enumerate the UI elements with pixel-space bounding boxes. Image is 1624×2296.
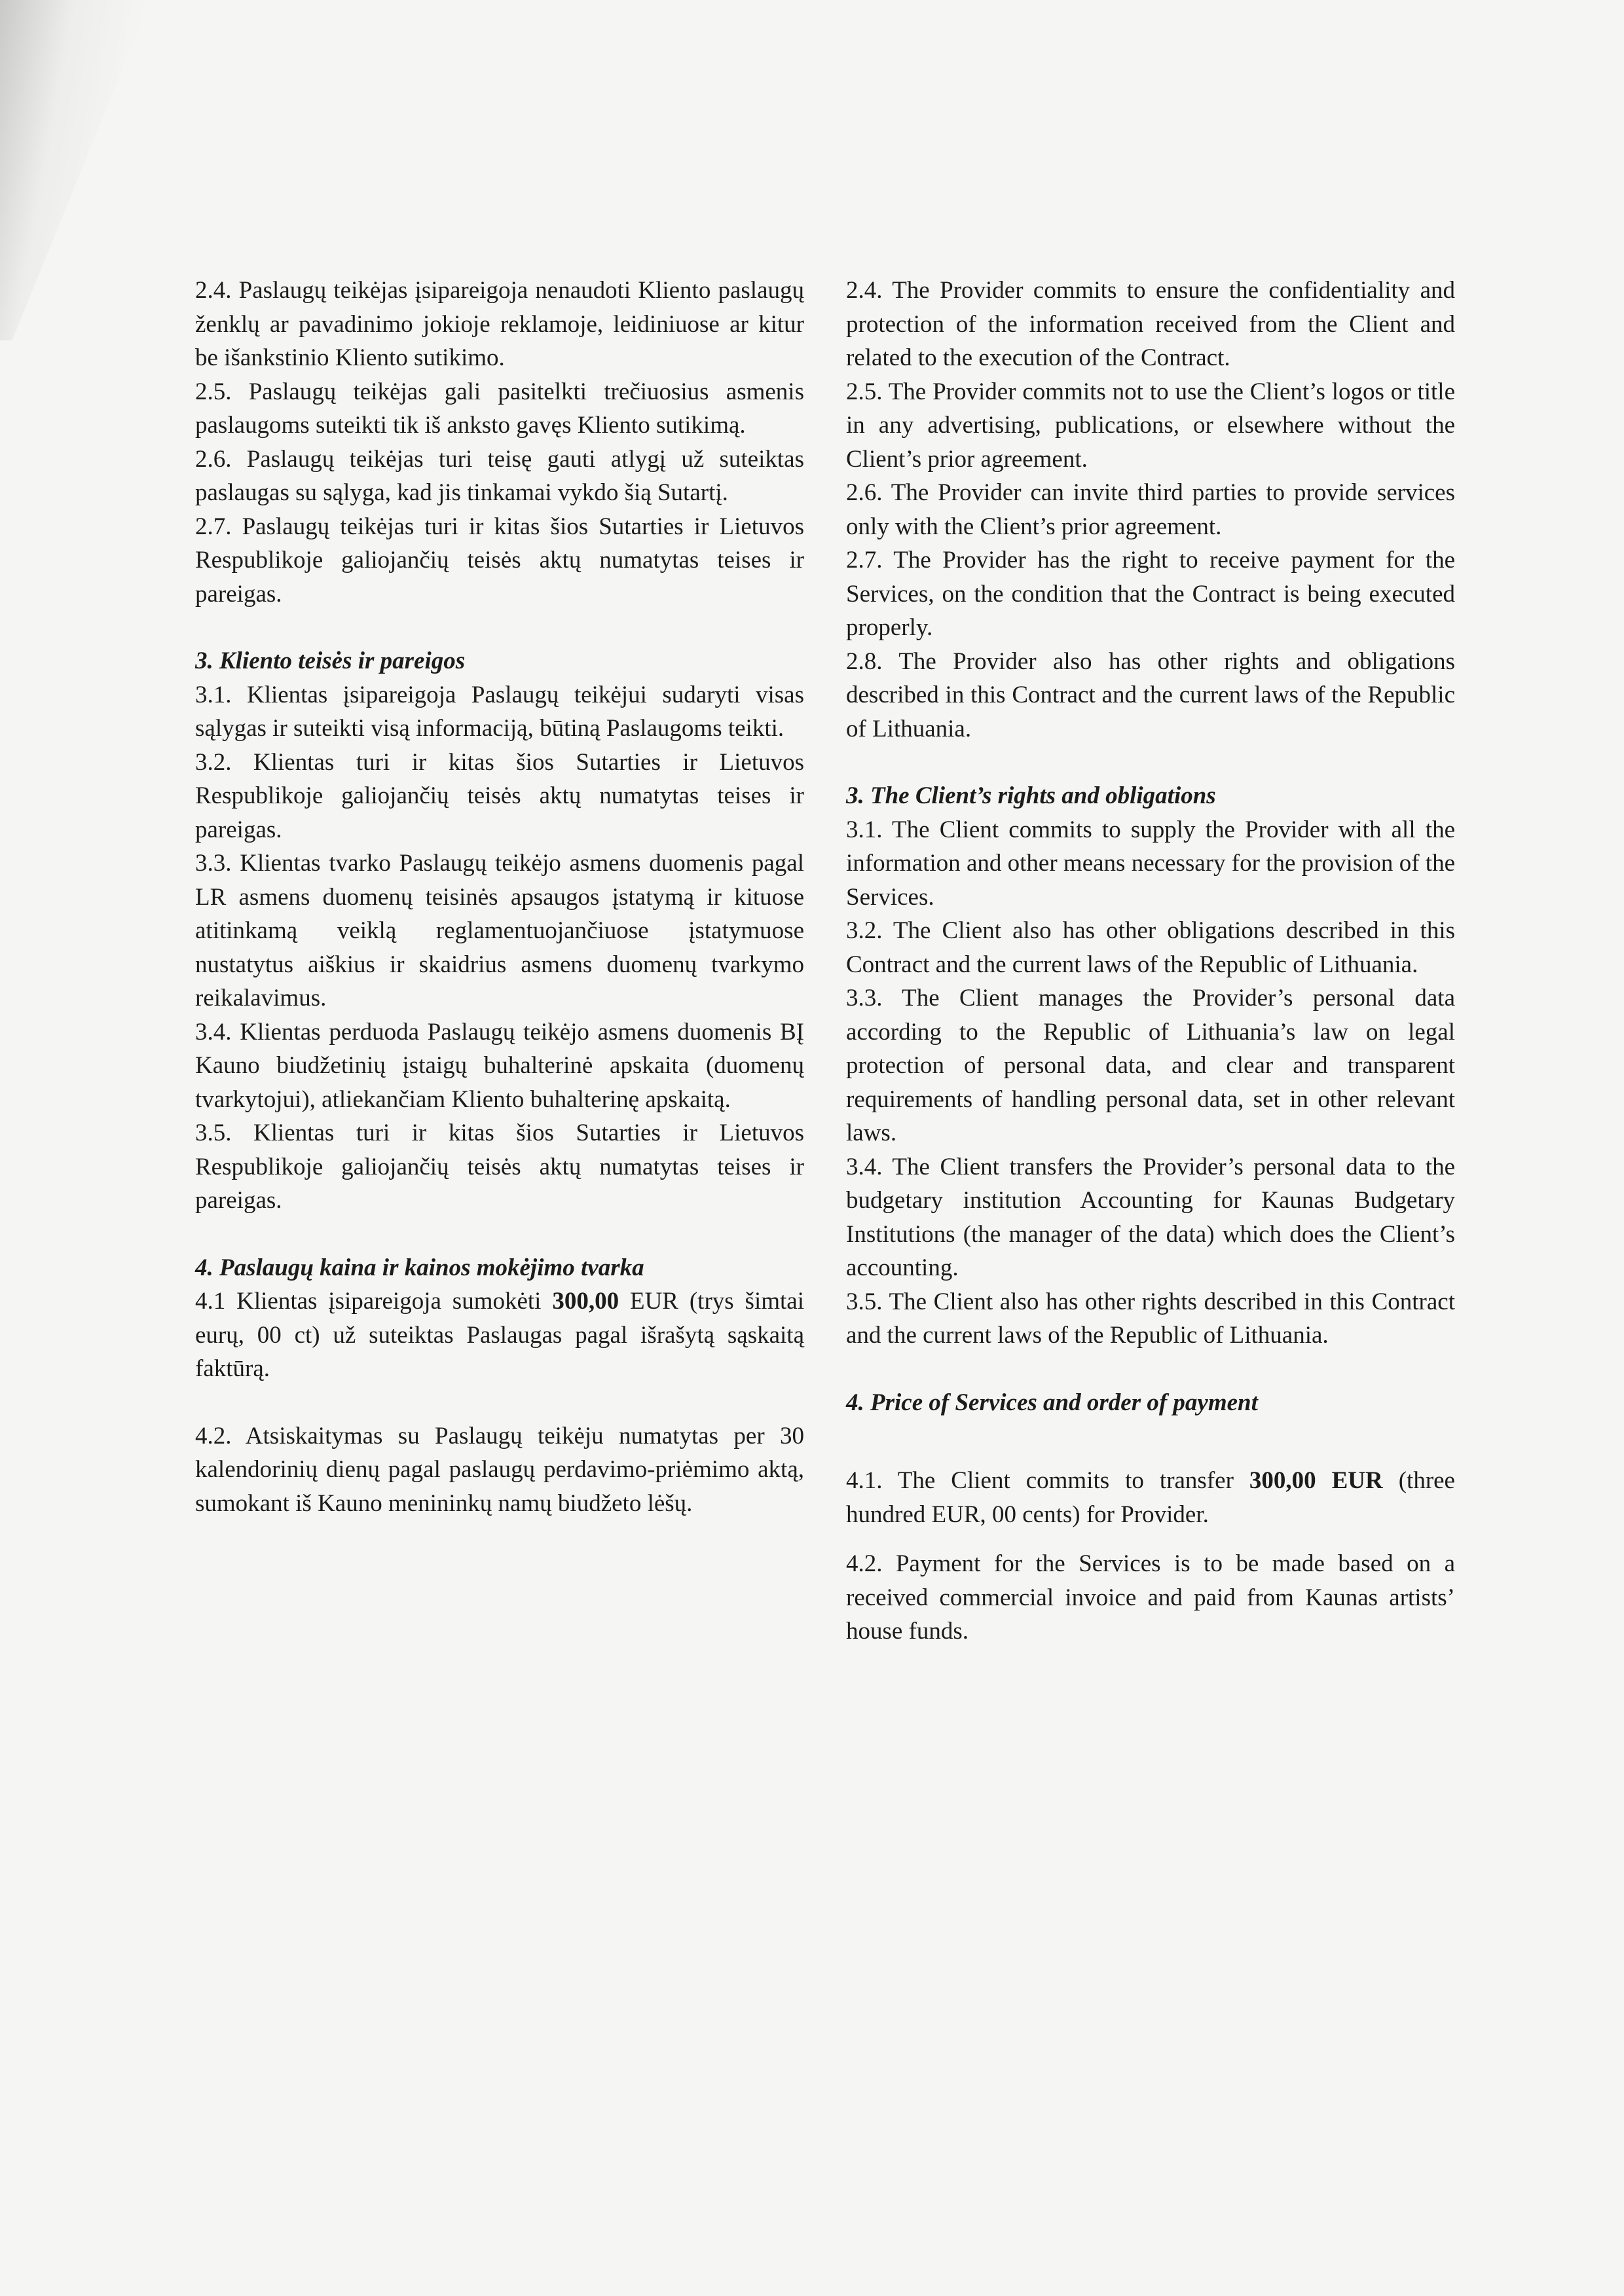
- clause-4-1-en: 4.1. The Client commits to transfer 300,00 EUR (three hundred EUR, 00 cents) for Provider.: [846, 1467, 1455, 1528]
- clause-3-2-lt: 3.2. Klientas turi ir kitas šios Sutarties ir Lietuvos Respublikoje galiojančių teisės aktų numatytas teises ir pareigas.: [195, 748, 804, 843]
- clause-2-4-en: 2.4. The Provider commits to ensure the confidentiality and protection of the information received from the Client and related to the execution of the Contract.: [846, 277, 1455, 371]
- section-4-heading-en: 4. Price of Services and order of payment: [846, 1389, 1258, 1416]
- amount-lt: 300,00: [552, 1288, 619, 1315]
- section-3-heading-lt: 3. Kliento teisės ir pareigos: [195, 647, 466, 674]
- section-4-heading-lt: 4. Paslaugų kaina ir kainos mokėjimo tvarka: [195, 1254, 644, 1281]
- clause-2-8-en: 2.8. The Provider also has other rights and obligations described in this Contract and the current laws of the Republic of Lithuania.: [846, 647, 1455, 742]
- clause-3-4-lt: 3.4. Klientas perduoda Paslaugų teikėjo asmens duomenis BĮ Kauno biudžetinių įstaigų buhalterinė apskaita (duomenų tvarkytojui), atliekančiam Kliento buhalterinę apskaitą.: [195, 1018, 804, 1113]
- clause-3-5-en: 3.5. The Client also has other rights described in this Contract and the current laws of the Republic of Lithuania.: [846, 1288, 1455, 1349]
- clause-4-2-en: 4.2. Payment for the Services is to be made based on a received commercial invoice and paid from Kaunas artists’ house funds.: [846, 1550, 1455, 1645]
- clause-3-1-lt: 3.1. Klientas įsipareigoja Paslaugų teikėjui sudaryti visas sąlygas ir suteikti visą informaciją, būtiną Paslaugoms teikti.: [195, 681, 804, 742]
- section-3-heading-en: 3. The Client’s rights and obligations: [846, 782, 1216, 809]
- clause-2-6-lt: 2.6. Paslaugų teikėjas turi teisę gauti atlygį už suteiktas paslaugas su sąlyga, kad jis tinkamai vykdo šią Sutartį.: [195, 445, 804, 506]
- clause-4-1-lt: 4.1 Klientas įsipareigoja sumokėti 300,00 EUR (trys šimtai eurų, 00 ct) už suteiktas Paslaugas pagal išrašytą sąskaitą faktūrą.: [195, 1288, 804, 1382]
- english-column: [846, 274, 1455, 1649]
- clause-3-4-en: 3.4. The Client transfers the Provider’s personal data to the budgetary institution Accounting for Kaunas Budgetary Institutions (the manager of the data) which does the Client’s accounting.: [846, 1153, 1455, 1281]
- clause-4-2-lt: 4.2. Atsiskaitymas su Paslaugų teikėju numatytas per 30 kalendorinių dienų pagal paslaugų perdavimo-priėmimo aktą, sumokant iš Kauno menininkų namų biudžeto lėšų.: [195, 1422, 804, 1517]
- clause-3-3-en: 3.3. The Client manages the Provider’s personal data according to the Republic of Lithuania’s law on legal protection of personal data, and clear and transparent requirements of handling personal data, set in other relevant laws.: [846, 985, 1455, 1146]
- clause-2-4-lt: 2.4. Paslaugų teikėjas įsipareigoja nenaudoti Kliento paslaugų ženklų ar pavadinimo jokioje reklamoje, leidiniuose ar kitur be išankstinio Kliento sutikimo.: [195, 277, 804, 371]
- clause-3-1-en: 3.1. The Client commits to supply the Provider with all the information and other means necessary for the provision of the Services.: [846, 816, 1455, 911]
- clause-2-5-lt: 2.5. Paslaugų teikėjas gali pasitelkti trečiuosius asmenis paslaugoms suteikti tik iš anksto gavęs Kliento sutikimą.: [195, 378, 804, 439]
- page-edge-shadow: [0, 0, 151, 340]
- clause-3-3-lt: 3.3. Klientas tvarko Paslaugų teikėjo asmens duomenis pagal LR asmens duomenų teisinės apsaugos įstatymą ir kituose atitinkamą veiklą reglamentuojančiuose įstatymuose nustatytus aiškius ir skaidrius asmens duomenų tvarkymo reikalavimus.: [195, 850, 804, 1011]
- lithuanian-column: [195, 274, 804, 1520]
- clause-3-2-en: 3.2. The Client also has other obligations described in this Contract and the current laws of the Republic of Lithuania.: [846, 917, 1455, 978]
- clause-3-5-lt: 3.5. Klientas turi ir kitas šios Sutarties ir Lietuvos Respublikoje galiojančių teisės aktų numatytas teises ir pareigas.: [195, 1120, 804, 1214]
- amount-en: 300,00 EUR: [1249, 1467, 1383, 1494]
- clause-2-5-en: 2.5. The Provider commits not to use the Client’s logos or title in any advertising, publications, or elsewhere without the Client’s prior agreement.: [846, 378, 1455, 473]
- clause-2-7-en: 2.7. The Provider has the right to receive payment for the Services, on the condition that the Contract is being executed properly.: [846, 547, 1455, 641]
- clause-2-7-lt: 2.7. Paslaugų teikėjas turi ir kitas šios Sutarties ir Lietuvos Respublikoje galiojančių teisės aktų numatytas teises ir pareigas.: [195, 513, 804, 608]
- clause-2-6-en: 2.6. The Provider can invite third parties to provide services only with the Client’s prior agreement.: [846, 479, 1455, 540]
